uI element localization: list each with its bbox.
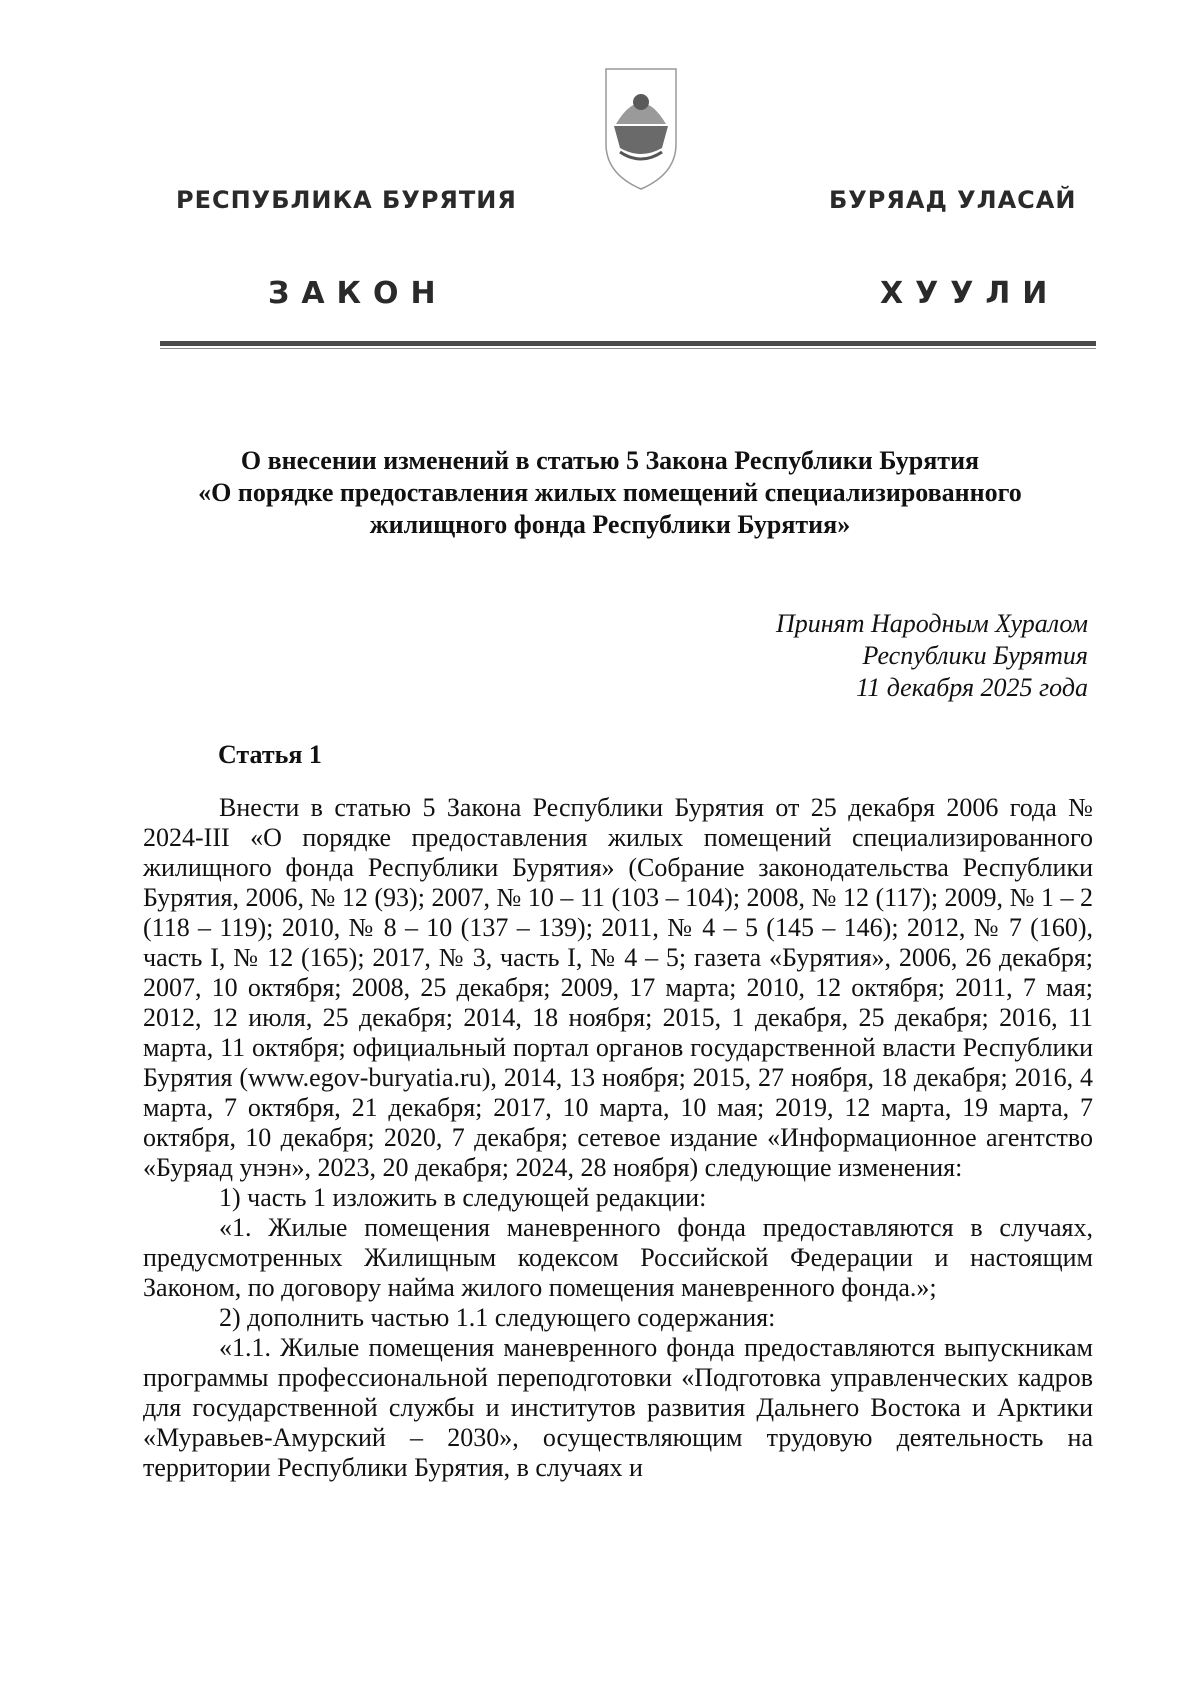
- amendment-item-2: 2) дополнить частью 1.1 следующего содержания:: [219, 1303, 776, 1332]
- doc-type-buryat: ХУУЛИ: [880, 276, 1060, 311]
- amendment-item-1: 1) часть 1 изложить в следующей редакции:: [219, 1183, 707, 1212]
- adoption-line-2: Республики Бурятия: [862, 641, 1088, 670]
- adoption-note: [776, 608, 1088, 704]
- document-title: [150, 445, 1070, 541]
- adoption-line-1: Принят Народным Хуралом: [775, 609, 1088, 638]
- region-name-buryat: БУРЯАД УЛАСАЙ: [829, 186, 1077, 214]
- coat-of-arms-icon: [596, 64, 686, 194]
- header-divider-thin: [160, 348, 1096, 349]
- amendment-item-1-text: «1. Жилые помещения маневренного фонда предоставляются в случаях, предусмотренных Жилищным кодексом Российской Федерации и настоящим Законом, по договору найма жилого помещения маневренного фонда.»;: [143, 1213, 1093, 1302]
- doc-type-russian: ЗАКОН: [268, 276, 448, 311]
- adoption-date: 11 декабря 2025 года: [856, 673, 1088, 702]
- region-name-russian: РЕСПУБЛИКА БУРЯТИЯ: [176, 186, 517, 214]
- header-divider: [160, 341, 1096, 346]
- title-line-1: О внесении изменений в статью 5 Закона Республики Бурятия: [240, 446, 980, 475]
- title-line-2: «О порядке предоставления жилых помещений специализированного: [198, 478, 1022, 507]
- article-body: [143, 793, 1093, 1483]
- article-intro-paragraph: Внести в статью 5 Закона Республики Бурятия от 25 декабря 2006 года № 2024-III «О порядке предоставления жилых помещений специализированного жилищного фонда Республики Бурятия» (Собрание законодательства Республики Бурятия, 2006, № 12 (93); 2007, № 10 – 11 (103 – 104); 2008, № 12 (117); 2009, № 1 – 2 (118 – 119); 2010, № 8 – 10 (137 – 139); 2011, № 4 – 5 (145 – 146); 2012, № 7 (160), часть I, № 12 (165); 2017, № 3, часть I, № 4 – 5; газета «Бурятия», 2006, 26 декабря; 2007, 10 октября; 2008, 25 декабря; 2009, 17 марта; 2010, 12 октября; 2011, 7 мая; 2012, 12 июля, 25 декабря; 2014, 18 ноября; 2015, 1 декабря, 25 декабря; 2016, 11 марта, 11 октября; официальный портал органов государственной власти Республики Бурятия (www.egov-buryatia.ru), 2014, 13 ноября; 2015, 27 ноября, 18 декабря; 2016, 4 марта, 7 октября, 21 декабря; 2017, 10 марта, 10 мая; 2019, 12 марта, 19 марта, 7 октября, 10 декабря; 2020, 7 декабря; сетевое издание «Информационное агентство «Буряад унэн», 2023, 20 декабря; 2024, 28 ноября) следующие изменения:: [143, 793, 1093, 1182]
- article-heading: Статья 1: [218, 740, 322, 769]
- coat-of-arms-emblem: [596, 64, 686, 194]
- title-line-3: жилищного фонда Республики Бурятия»: [369, 510, 851, 539]
- amendment-item-2-text: «1.1. Жилые помещения маневренного фонда предоставляются выпускникам программы профессиональной переподготовки «Подготовка управленческих кадров для государственной службы и институтов развития Дальнего Востока и Арктики «Муравьев-Амурский – 2030», осуществляющим трудовую деятельность на территории Республики Бурятия, в случаях и: [143, 1333, 1093, 1482]
